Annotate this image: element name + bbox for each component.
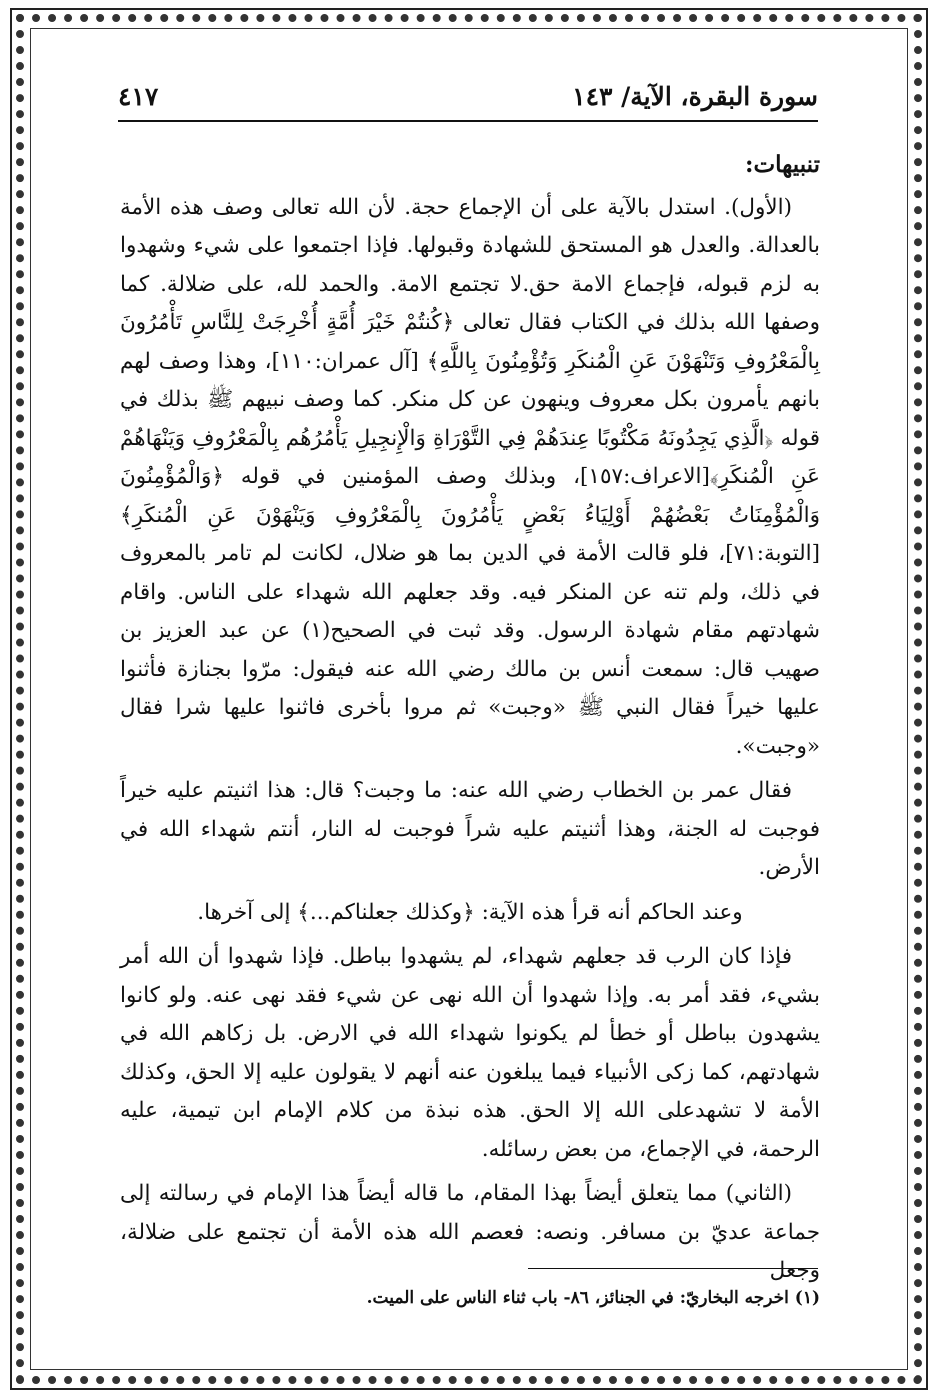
paragraph-umar-question: فقال عمر بن الخطاب رضي الله عنه: ما وجبت؟ قال: هذا اثنيتم عليه خيراً فوجبت له الجنة، وهذا أثنيتم عليه شراً فوجبت له النار، أنتم شهداء الله في الأرض. <box>120 778 820 880</box>
footnote-rule <box>528 1268 818 1269</box>
paragraph-second-note: (الثاني) مما يتعلق أيضاً بهذا المقام، ما قاله أيضاً هذا الإمام في رسالته إلى جماعة عديّ بن مسافر. ونصه: فعصم الله هذه الأمة أن تجتمع على ضلالة، وجعل <box>120 1181 820 1283</box>
header-rule <box>118 120 818 122</box>
page-number: ٤١٧ <box>118 82 159 111</box>
footnote: (١) اخرجه البخاريّ: في الجنائز، ٨٦- باب ثناء الناس على الميت. <box>366 1288 820 1308</box>
page-header <box>118 82 818 116</box>
main-text <box>120 146 820 1291</box>
running-title: سورة البقرة، الآية/ ١٤٣ <box>572 82 818 111</box>
paragraph-first-note: (الأول). استدل بالآية على أن الإجماع حجة. لأن الله تعالى وصف هذه الأمة بالعدالة. والعدل هو المستحق للشهادة وقبولها. فإذا اجتمعوا على شيء وشهدوا به لزم قبوله، فإجماع الامة حق.لا تجتمع الامة. والحمد لله، على ضلالة. كما وصفها الله بذلك في الكتاب فقال تعالى ﴿كُنتُمْ خَيْرَ أُمَّةٍ أُخْرِجَتْ لِلنَّاسِ تَأْمُرُونَ بِالْمَعْرُوفِ وَتَنْهَوْنَ عَنِ الْمُنكَرِ وَتُؤْمِنُونَ بِاللَّهِ﴾ [آل عمران:١١٠]، وهذا وصف لهم بانهم يأمرون بكل معروف وينهون عن كل منكر. كما وصف نبيهم ﷺ بذلك في قوله ﴿الَّذِي يَجِدُونَهُ مَكْتُوبًا عِندَهُمْ فِي التَّوْرَاةِ وَالْإِنجِيلِ يَأْمُرُهُم بِالْمَعْرُوفِ وَيَنْهَاهُمْ عَنِ الْمُنكَرِ﴾[الاعراف:١٥٧]، وبذلك وصف المؤمنين في قوله ﴿وَالْمُؤْمِنُونَ وَالْمُؤْمِنَاتُ بَعْضُهُمْ أَوْلِيَاءُ بَعْضٍ يَأْمُرُونَ بِالْمَعْرُوفِ وَيَنْهَوْنَ عَنِ الْمُنكَرِ﴾ [التوبة:٧١]، فلو قالت الأمة في الدين بما هو ضلال، لكانت لم تامر بالمعروف في ذلك، ولم تنه عن المنكر فيه. وقد جعلهم الله شهداء على الناس. واقام شهادتهم مقام شهادة الرسول. وقد ثبت في الصحيح(١) عن عبد العزيز بن صهيب قال: سمعت أنس بن مالك رضي الله عنه فيقول: مرّوا بجنازة فأثنوا عليها خيراً فقال النبي ﷺ «وجبت» ثم مروا بأخرى فاثنوا عليها شرا فقال «وجبت». <box>120 194 820 759</box>
paragraph-hakim-narration: وعند الحاكم أنه قرأ هذه الآية: ﴿وكذلك جعلناكم...﴾ إلى آخرها. <box>197 899 743 925</box>
paragraph-witnesses: فإذا كان الرب قد جعلهم شهداء، لم يشهدوا بباطل. فإذا شهدوا أن الله أمر بشيء، فقد أمر به. وإذا شهدوا أن الله نهى عن شيء فقد نهى عنه. ولو كانوا يشهدون بباطل أو خطأ لم يكونوا شهداء الله في الارض. بل زكاهم الله في شهادتهم، كما زكى الأنبياء فيما يبلغون عنه أنهم لا يقولون عليه إلا الحق، وكذلك الأمة لا تشهدعلى الله إلا الحق. هذه نبذة من كلام الإمام ابن تيمية، عليه الرحمة، في الإجماع، من بعض رسائله. <box>120 944 820 1162</box>
section-heading: تنبيهات: <box>745 151 820 178</box>
